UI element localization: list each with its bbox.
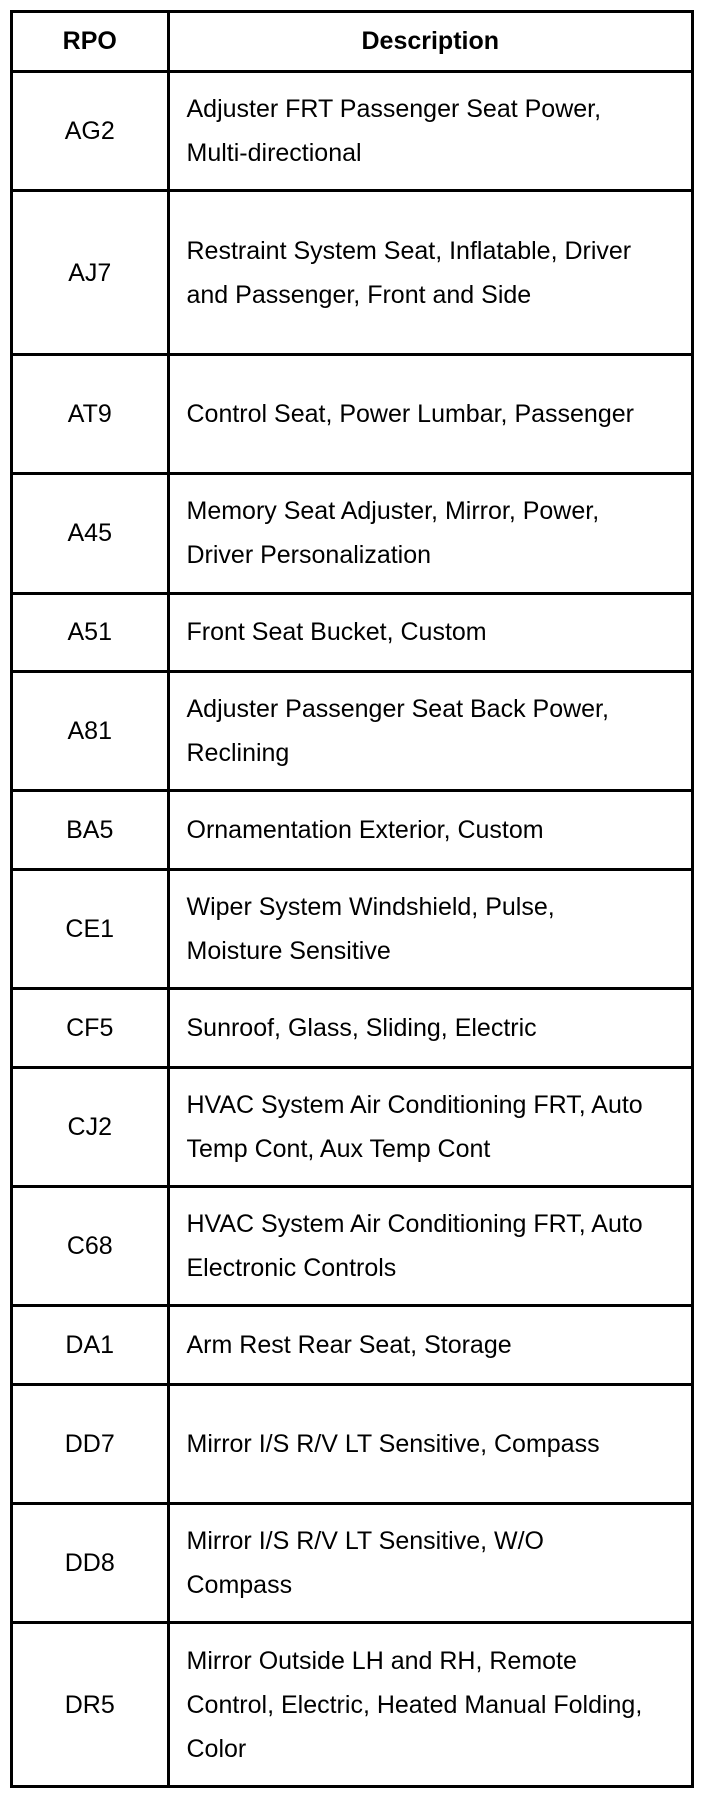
table-row [13,474,691,593]
rpo-code-cell: DR5 [13,1623,168,1785]
description-cell: HVAC System Air Conditioning FRT, Auto Electronic Controls [168,1186,691,1305]
description-cell: Control Seat, Power Lumbar, Passenger [168,354,691,473]
description-cell: Wiper System Windshield, Pulse, Moisture Sensitive [168,869,691,988]
table-row [13,791,691,869]
rpo-table [13,13,691,1785]
rpo-code-cell: DD7 [13,1384,168,1503]
rpo-code-cell: CE1 [13,869,168,988]
description-cell: Sunroof, Glass, Sliding, Electric [168,989,691,1067]
description-cell: Arm Rest Rear Seat, Storage [168,1306,691,1384]
rpo-table-frame [10,10,694,1788]
rpo-code-cell: CF5 [13,989,168,1067]
rpo-code-cell: C68 [13,1186,168,1305]
table-row [13,72,691,191]
table-row [13,593,691,671]
table-row [13,989,691,1067]
table-row [13,1504,691,1623]
description-cell: Adjuster Passenger Seat Back Power, Reclining [168,672,691,791]
table-row [13,672,691,791]
rpo-code-cell: AJ7 [13,191,168,355]
table-row [13,191,691,355]
description-column-header: Description [168,13,691,72]
description-cell: HVAC System Air Conditioning FRT, Auto Temp Cont, Aux Temp Cont [168,1067,691,1186]
table-row [13,869,691,988]
description-cell: Restraint System Seat, Inflatable, Driver and Passenger, Front and Side [168,191,691,355]
table-row [13,1067,691,1186]
description-cell: Mirror Outside LH and RH, Remote Control, Electric, Heated Manual Folding, Color [186,1646,643,1763]
table-row [13,1623,691,1785]
description-cell: Adjuster FRT Passenger Seat Power, Multi-directional [168,72,691,191]
rpo-code-cell: DD8 [13,1504,168,1623]
description-cell: Memory Seat Adjuster, Mirror, Power, Driver Personalization [168,474,691,593]
table-row [13,1306,691,1384]
rpo-code-cell: BA5 [13,791,168,869]
description-cell: Front Seat Bucket, Custom [168,593,691,671]
header-row [13,13,691,72]
description-cell: Mirror I/S R/V LT Sensitive, W/O Compass [168,1504,691,1623]
rpo-column-header: RPO [13,13,168,72]
description-cell: Mirror I/S R/V LT Sensitive, Compass [168,1384,691,1503]
description-cell: Ornamentation Exterior, Custom [168,791,691,869]
rpo-code-cell: A45 [13,474,168,593]
rpo-code-cell: AG2 [13,72,168,191]
rpo-code-cell: AT9 [13,354,168,473]
table-row [13,354,691,473]
table-row [13,1186,691,1305]
table-row [13,1384,691,1503]
rpo-code-cell: CJ2 [13,1067,168,1186]
rpo-code-cell: DA1 [13,1306,168,1384]
rpo-code-cell: A51 [13,593,168,671]
rpo-code-cell: A81 [13,672,168,791]
